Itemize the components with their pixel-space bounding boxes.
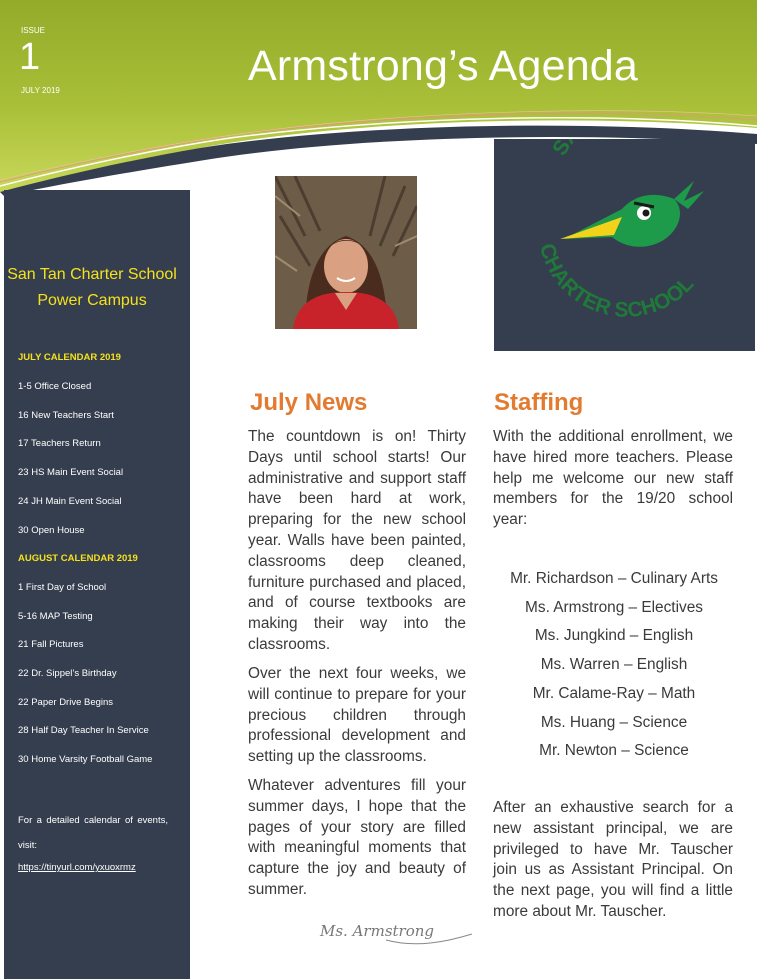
staffing-title: Staffing: [494, 389, 584, 416]
principal-portrait-icon: [275, 176, 417, 329]
staffing-intro: With the additional enrollment, we have hired more teachers. Please help me welcome our new staff members for the 19/20 school year:: [493, 428, 733, 529]
staff-item: Ms. Armstrong – Electives: [525, 598, 703, 616]
july-news-paragraph: Whatever adventures fill your summer days, I hope that the pages of your story are filled with meaningful moments that capture the joy and beauty of summer.: [248, 777, 466, 898]
calendar-item: 1 First Day of School: [18, 582, 107, 593]
issue-label: ISSUE: [21, 26, 46, 35]
roadrunner-mascot-icon: [494, 139, 755, 351]
calendar-item: 1-5 Office Closed: [18, 381, 92, 392]
calendar-item: 17 Teachers Return: [18, 438, 101, 449]
newsletter-title: Armstrong’s Agenda: [248, 42, 639, 90]
august-calendar-heading: AUGUST CALENDAR 2019: [18, 553, 138, 564]
calendar-item: 30 Open House: [18, 525, 85, 536]
logo-top-text: S: [548, 139, 576, 160]
calendar-item: 16 New Teachers Start: [18, 410, 114, 421]
calendar-item: 22 Dr. Sippel’s Birthday: [18, 668, 117, 679]
principal-photo: [275, 176, 417, 329]
staff-item: Mr. Newton – Science: [539, 742, 689, 760]
calendar-item: 21 Fall Pictures: [18, 639, 84, 650]
issue-date: JULY 2019: [21, 86, 60, 95]
calendar-item: 28 Half Day Teacher In Service: [18, 725, 149, 736]
july-news-title: July News: [250, 389, 368, 416]
staff-item: Mr. Calame-Ray – Math: [532, 684, 696, 702]
staff-list: [494, 565, 734, 766]
staff-item: Ms. Jungkind – English: [534, 627, 694, 645]
july-news-paragraph: Over the next four weeks, we will continue to prepare for your precious children through professional development and setting up the classrooms.: [248, 665, 466, 766]
issue-number: 1: [19, 36, 41, 78]
staff-item: Mr. Richardson – Culinary Arts: [510, 570, 718, 587]
july-calendar-heading: JULY CALENDAR 2019: [18, 352, 121, 363]
staff-item: Ms. Warren – English: [540, 656, 688, 674]
school-logo-panel: [494, 139, 755, 351]
july-news-paragraph: The countdown is on! Thirty Days until school starts! Our administrative and support staff have been hard at work, preparing for the new school year. Walls have been painted, classrooms deep cleaned, furniture purchased and placed, and of course textbooks are making their way into the classrooms.: [248, 428, 466, 653]
calendar-item: 30 Home Varsity Football Game: [18, 754, 153, 765]
staff-item: Ms. Huang – Science: [540, 713, 688, 731]
calendar-item: 22 Paper Drive Begins: [18, 697, 114, 708]
calendar-link[interactable]: https://tinyurl.com/yxuoxrmz: [18, 862, 136, 873]
signature: [316, 912, 480, 952]
logo-bottom-text: CHARTER SCHOOL: [534, 240, 699, 322]
calendar-item: 24 JH Main Event Social: [18, 496, 122, 507]
staffing-closing: After an exhaustive search for a new assistant principal, we are privileged to have Mr. Tauscher join us as Assistant Principal. On the next page, you will find a little more about Mr. Tauscher.: [493, 799, 733, 920]
svg-text:Ms. Armstrong: Ms. Armstrong: [320, 922, 435, 940]
calendar-item: 5-16 MAP Testing: [18, 611, 93, 622]
calendar-item: 23 HS Main Event Social: [18, 467, 124, 478]
sidebar-title: San Tan Charter School Power Campus: [7, 266, 177, 309]
calendar-note: For a detailed calendar of events, visit:: [18, 815, 168, 851]
